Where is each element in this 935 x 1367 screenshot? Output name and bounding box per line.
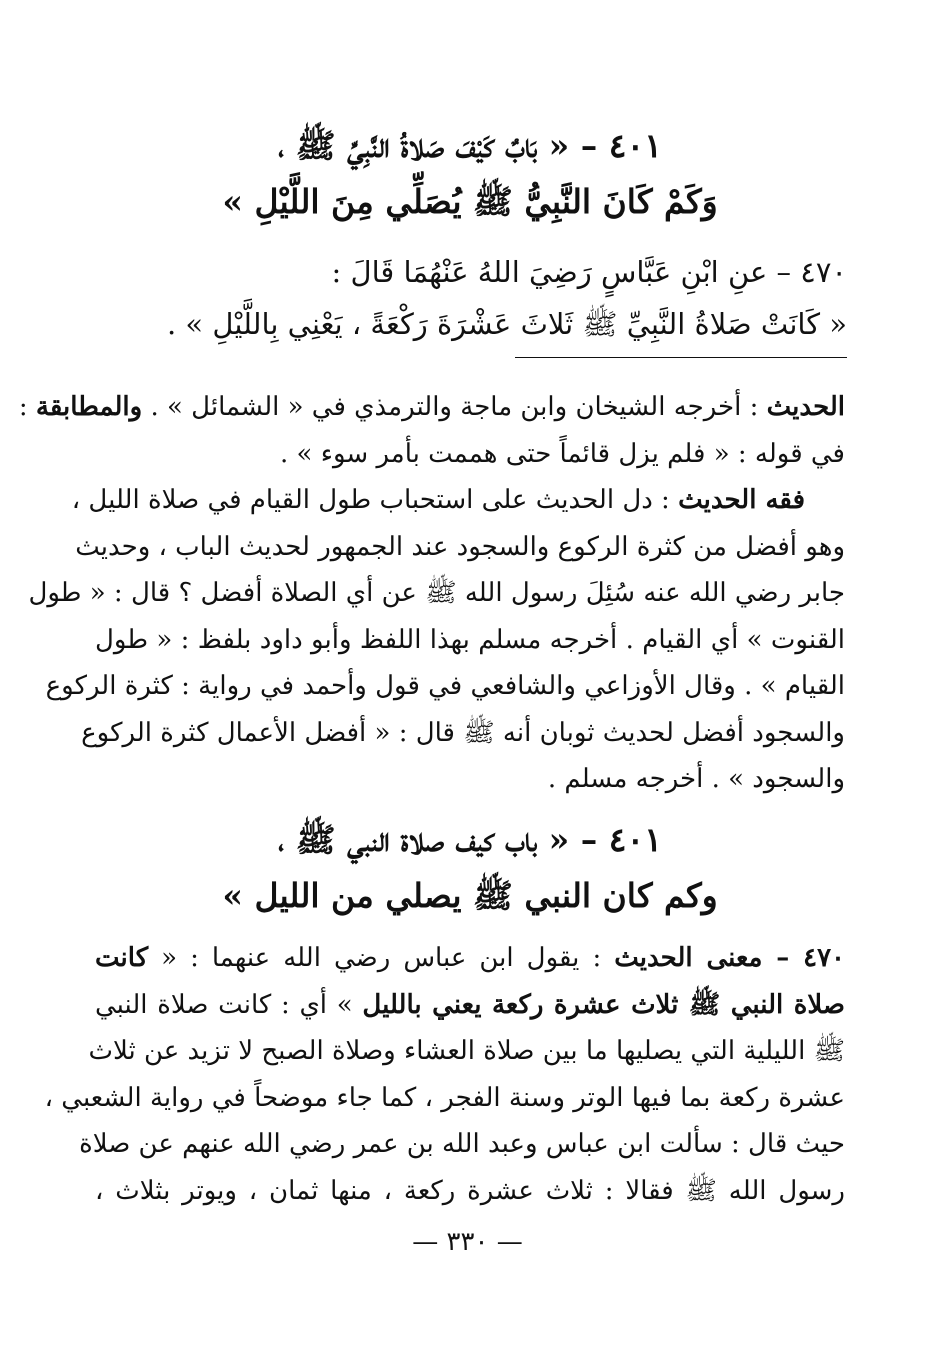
chapter-heading-line: وكم كان النبي ﷺ يصلي من الليل » — [222, 876, 718, 915]
section-label: والمطابقة — [35, 392, 143, 422]
section-label: فقه الحديث — [678, 485, 805, 515]
commentary-line — [18, 384, 845, 431]
explanation-line — [95, 935, 845, 982]
chapter-heading-plain — [120, 812, 820, 924]
commentary-line: القيام » . وقال الأوزاعي والشافعي في قول وأحمد في رواية : كثرة الركوع — [45, 671, 845, 701]
chapter-heading-vocalized — [120, 118, 820, 230]
explanation-paragraphs — [44, 935, 846, 1214]
commentary-line: جابر رضي الله عنه سُئِلَ رسول الله ﷺ عن أي الصلاة أفضل ؟ قال : « طول — [28, 578, 845, 608]
commentary-paragraphs — [18, 384, 845, 803]
commentary-line: والسجود أفضل لحديث ثوبان أنه ﷺ قال : « أفضل الأعمال كثرة الركوع — [81, 717, 845, 748]
hadith-line: ٤٧٠ – عنِ ابْنِ عَبَّاسٍ رَضِيَ اللهُ عَنْهُمَا قَالَ : — [331, 255, 847, 289]
section-label: ٤٧٠ – معنى الحديث — [614, 943, 846, 973]
commentary-text: : أخرجه الشيخان وابن ماجة والترمذي في « الشمائل » . — [142, 392, 767, 422]
section-label: الحديث — [766, 392, 845, 422]
commentary-line: وهو أفضل من كثرة الركوع والسجود عند الجمهور لحديث الباب ، وحديث — [75, 531, 845, 562]
commentary-text: : دل الحديث على استحباب طول القيام في صلاة الليل ، — [71, 485, 679, 515]
commentary-line: في قوله : « فلم يزل قائماً حتى هممت بأمر سوء » . — [280, 438, 845, 469]
explanation-text: : يقول ابن عباس رضي الله عنهما : « — [148, 943, 615, 973]
footnote-divider — [515, 357, 847, 358]
hadith-line: « كَانَتْ صَلاةُ النَّبِيِّ ﷺ ثَلاثَ عَشْرَةَ رَكْعَةً ، يَعْنِي بِاللَّيْلِ » . — [166, 307, 847, 341]
explanation-line: رسول الله ﷺ فقالا : ثلاث عشرة ركعة ، منها ثمان ، ويوتر بثلاث ، — [95, 1175, 845, 1206]
commentary-line — [71, 477, 845, 524]
explanation-line: عشرة ركعة بما فيها الوتر وسنة الفجر ، كما جاء موضحاً في رواية الشعبي ، — [44, 1082, 845, 1113]
explanation-line: ﷺ الليلية التي يصليها ما بين صلاة العشاء وصلاة الصبح لا تزيد عن ثلاث — [88, 1036, 845, 1066]
page-number: — ٣٣٠ — — [412, 1227, 523, 1257]
quoted-hadith: كانت — [95, 943, 149, 973]
explanation-text: » أي : كانت صلاة النبي — [95, 989, 363, 1020]
chapter-heading-line: ٤٠١ – « بَابٌ كَيْفَ صَلاةُ النَّبِيِّ ﷺ ، — [278, 126, 662, 165]
commentary-line: القنوت » أي القيام . أخرجه مسلم بهذا اللفظ وأبو داود بلفظ : « طول — [95, 624, 845, 655]
chapter-heading-line: وَكَمْ كَانَ النَّبِيُّ ﷺ يُصَلِّي مِنَ اللَّيْلِ » — [222, 182, 718, 221]
chapter-heading-line: ٤٠١ – « باب كيف صلاة النبي ﷺ ، — [278, 820, 662, 859]
commentary-text: : — [18, 392, 36, 422]
commentary-line: والسجود » . أخرجه مسلم . — [547, 764, 845, 794]
hadith-text — [87, 246, 847, 350]
quoted-hadith: صلاة النبي ﷺ ثلاث عشرة ركعة يعني بالليل — [362, 989, 845, 1020]
explanation-line — [95, 982, 845, 1029]
explanation-line: حيث قال : سألت ابن عباس وعبد الله بن عمر رضي الله عنهم عن صلاة — [79, 1129, 845, 1159]
